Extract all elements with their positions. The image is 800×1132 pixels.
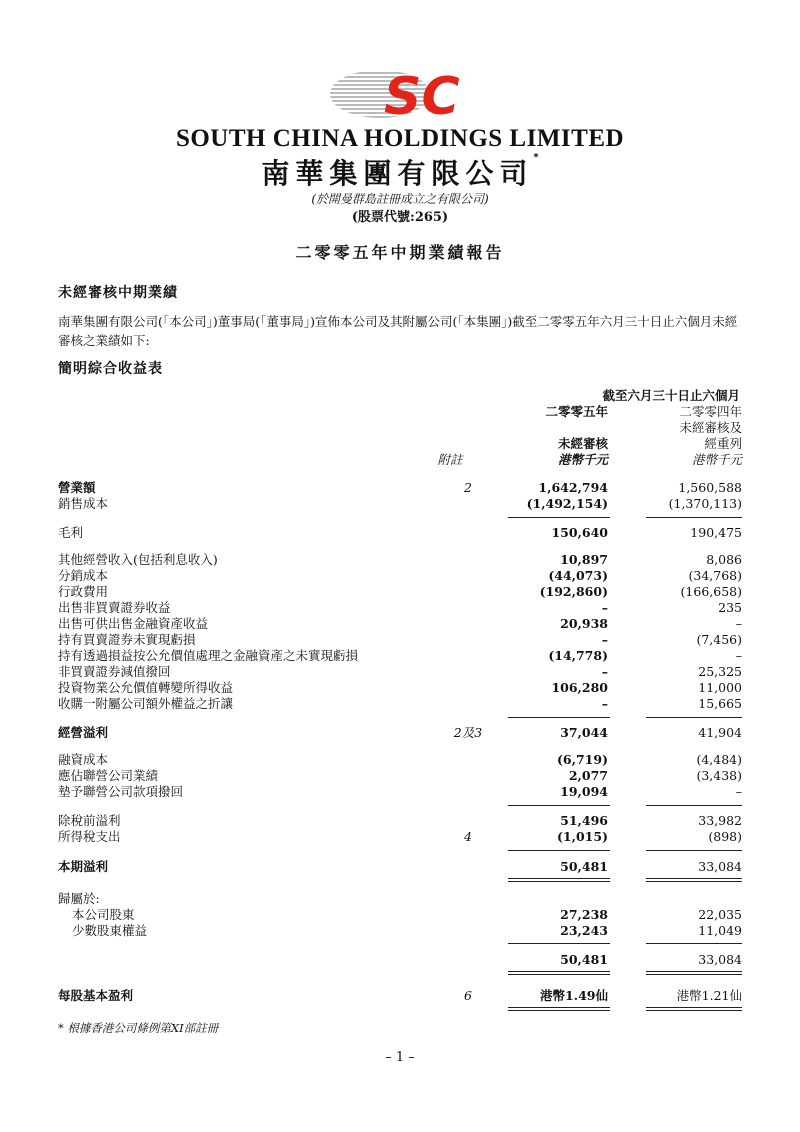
table-row: 行政費用 (192,860) (166,658)	[58, 584, 742, 599]
period-header: 截至六月三十日止六個月	[602, 388, 740, 403]
col2-audit: 未經審核及	[679, 420, 742, 435]
company-name-en: SOUTH CHINA HOLDINGS LIMITED	[175, 125, 625, 152]
col1-unit: 港幣千元	[557, 452, 608, 467]
table-row: 持有買賣證券未實現虧損 – (7,456)	[58, 632, 742, 647]
rule	[646, 850, 742, 851]
rule	[508, 881, 610, 882]
table-row: 投資物業公允價值轉變所得收益 106,280 11,000	[58, 680, 742, 695]
company-logo	[330, 68, 470, 120]
rule	[646, 805, 742, 806]
rule	[508, 717, 610, 718]
rule	[646, 717, 742, 718]
rule	[508, 517, 610, 518]
incorporation-note: (於開曼群島註冊成立之有限公司)	[311, 192, 489, 206]
col2-restated: 經重列	[704, 436, 742, 451]
logo-lettering: SC	[384, 68, 460, 120]
col1-audit: 未經審核	[557, 436, 608, 451]
table-row: 出售非買賣證券收益 – 235	[58, 600, 742, 615]
report-title: 二零零五年中期業績報告	[295, 243, 505, 262]
table-row: 非買賣證券減值撥回 – 25,325	[58, 664, 742, 679]
table-row: 本公司股東 27,238 22,035	[72, 907, 742, 922]
table-row: 少數股東權益 23,243 11,049	[72, 923, 742, 938]
col2-year: 二零零四年	[679, 404, 742, 419]
table-row: 出售可供出售金融資產收益 20,938 –	[58, 616, 742, 631]
rule	[646, 971, 742, 972]
table-row: 其他經營收入(包括利息收入) 10,897 8,086	[58, 552, 742, 567]
table-row: 應佔聯營公司業績 2,077 (3,438)	[58, 768, 742, 783]
table-row: 除稅前溢利 51,496 33,982	[58, 813, 742, 828]
stock-code: (股票代號:265)	[351, 210, 449, 225]
rule	[508, 974, 610, 975]
table-row: 經營溢利 2及3 37,044 41,904	[58, 725, 742, 740]
table-row: 毛利 150,640 190,475	[58, 525, 742, 540]
table-row: 融資成本 (6,719) (4,484)	[58, 752, 742, 767]
intro-paragraph: 南華集團有限公司(「本公司」)董事局(「董事局」)宣佈本公司及其附屬公司(「本集團」)截至二零零五年六月三十日止六個月未經審核之業績如下:	[58, 314, 738, 348]
table-row: 本期溢利 50,481 33,084	[58, 859, 742, 874]
rule	[508, 971, 610, 972]
footnote: * 根據香港公司條例第XI部註冊	[58, 1021, 219, 1035]
rule	[508, 1010, 610, 1011]
rule	[508, 1007, 610, 1008]
rule	[646, 974, 742, 975]
rule	[646, 517, 742, 518]
table-row: 持有透過損益按公允價值處理之金融資產之未實現虧損 (14,778) –	[58, 648, 742, 663]
col2-unit: 港幣千元	[691, 452, 742, 467]
table-row: 歸屬於:	[58, 891, 100, 906]
company-name-cn: 南華集團有限公司*	[261, 152, 539, 190]
table-row: 50,481 33,084	[560, 952, 742, 967]
rule	[508, 943, 610, 944]
rule	[646, 881, 742, 882]
table-row: 所得稅支出 4 (1,015) (898)	[58, 829, 742, 844]
col1-year: 二零零五年	[545, 404, 608, 419]
rule	[646, 943, 742, 944]
table-row: 收購一附屬公司額外權益之折讓 – 15,665	[58, 696, 742, 711]
rule	[508, 850, 610, 851]
note-header: 附註	[437, 452, 463, 467]
rule	[508, 805, 610, 806]
rule	[646, 1010, 742, 1011]
table-row: 每股基本盈利 6 港幣1.49仙 港幣1.21仙	[58, 988, 742, 1003]
section-heading-income-statement: 簡明綜合收益表	[58, 361, 163, 377]
table-row: 銷售成本 (1,492,154) (1,370,113)	[58, 496, 742, 511]
rule	[508, 878, 610, 879]
table-row: 墊予聯營公司款項撥回 19,094 –	[58, 784, 742, 799]
page-number: – 1 –	[385, 1050, 415, 1065]
table-row: 分銷成本 (44,073) (34,768)	[58, 568, 742, 583]
table-row: 營業額 2 1,642,794 1,560,588	[58, 480, 742, 495]
rule	[646, 1007, 742, 1008]
section-heading-interim-results: 未經審核中期業績	[58, 285, 178, 301]
rule	[646, 878, 742, 879]
